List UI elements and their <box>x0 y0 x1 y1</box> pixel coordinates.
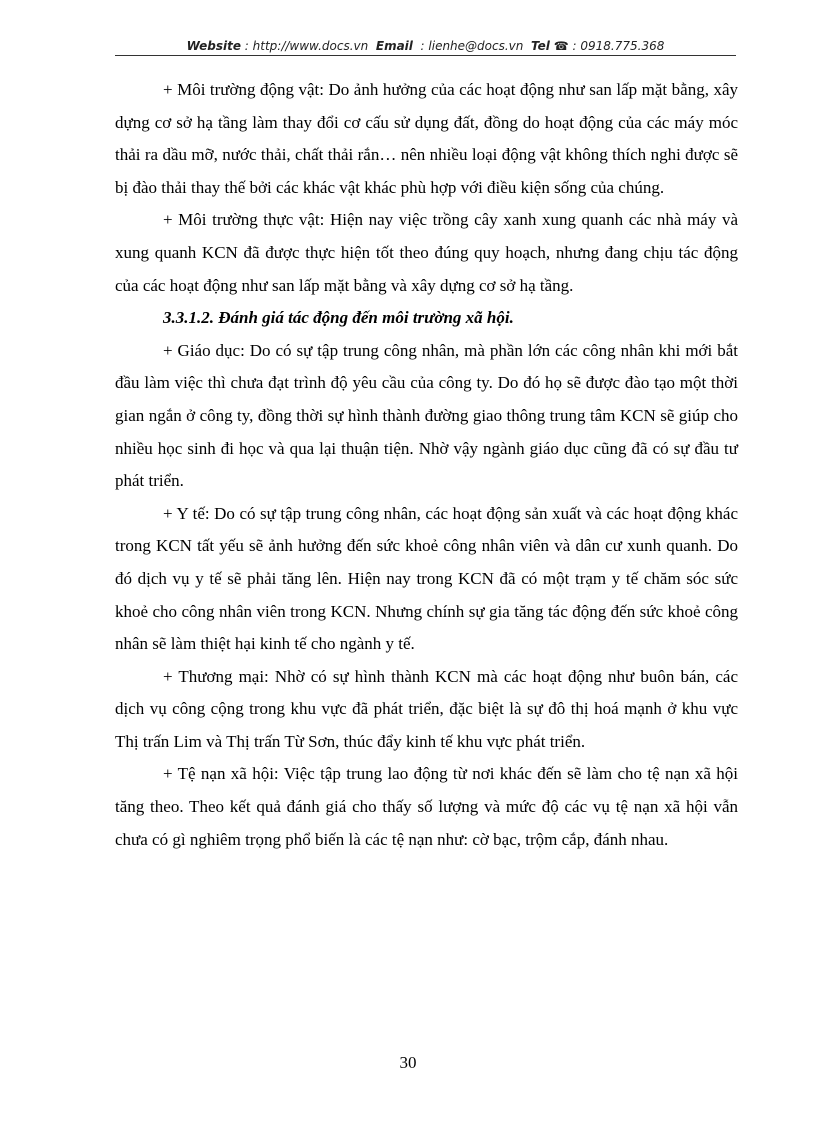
paragraph-health: + Y tế: Do có sự tập trung công nhân, các hoạt động sản xuất và các hoạt động khác trong KCN tất yếu sẽ ảnh hưởng đến sức khoẻ công nhân viên và dân cư xunh quanh. Do đó dịch vụ y tế sẽ phải tăng lên. Hiện nay trong KCN đã có một trạm y tế chăm sóc sức khoẻ cho công nhân viên trong KCN. Nhưng chính sự gia tăng tác động đến sức khoẻ công nhân sẽ làm thiệt hại kinh tế cho ngành y tế. <box>115 503 738 654</box>
email-label: Email <box>375 39 413 53</box>
body-text <box>115 74 738 856</box>
email-value: : lienhe@docs.vn <box>420 39 524 53</box>
tel-value: : 0918.775.368 <box>572 39 665 53</box>
website-value: : http://www.docs.vn <box>244 39 369 53</box>
phone-icon: ☎ <box>553 39 569 53</box>
paragraph-education: + Giáo dục: Do có sự tập trung công nhân, mà phần lớn các công nhân khi mới bắt đầu làm việc thì chưa đạt trình độ yêu cầu của công ty. Do đó họ sẽ được đào tạo một thời gian ngắn ở công ty, đồng thời sự hình thành đường giao thông trung tâm KCN sẽ giúp cho nhiều học sinh đi học và qua lại thuận tiện. Nhờ vậy ngành giáo dục cũng đã có sự đầu tư phát triển. <box>115 340 738 491</box>
header-divider <box>115 55 736 56</box>
paragraph-plant-environment: + Môi trường thực vật: Hiện nay việc trồng cây xanh xung quanh các nhà máy và xung quanh KCN đã được thực hiện tốt theo đúng quy hoạch, nhưng đang chịu tác động của các hoạt động như san lấp mặt bằng và xây dựng cơ sở hạ tầng. <box>115 210 738 295</box>
page-number: 30 <box>399 1053 417 1072</box>
tel-label: Tel <box>531 39 550 53</box>
paragraph-animal-environment: + Môi trường động vật: Do ảnh hưởng của các hoạt động như san lấp mặt bằng, xây dựng cơ sở hạ tầng làm thay đổi cơ cấu sử dụng đất, đồng do hoạt động của các máy móc thải ra dầu mỡ, nước thải, chất thải rắn… nên nhiều loại động vật không thích nghi được sẽ bị đào thải thay thế bởi các khác vật khác phù hợp với điều kiện sống của chúng. <box>115 80 738 197</box>
paragraph-social-evils: + Tệ nạn xã hội: Việc tập trung lao động từ nơi khác đến sẽ làm cho tệ nạn xã hội tăng theo. Theo kết quả đánh giá cho thấy số lượng và mức độ các vụ tệ nạn xã hội vẫn chưa có gì nghiêm trọng phổ biến là các tệ nạn như: cờ bạc, trộm cắp, đánh nhau. <box>115 764 738 849</box>
section-heading: 3.3.1.2. Đánh giá tác động đến môi trường xã hội. <box>163 308 514 328</box>
page-header <box>115 38 736 54</box>
paragraph-commerce: + Thương mại: Nhờ có sự hình thành KCN mà các hoạt động như buôn bán, các dịch vụ công cộng trong khu vực đã phát triển, đặc biệt là sự đô thị hoá mạnh ở khu vực Thị trấn Lim và Thị trấn Từ Sơn, thúc đẩy kinh tế khu vực phát triển. <box>115 666 738 751</box>
website-label: Website <box>186 39 241 53</box>
